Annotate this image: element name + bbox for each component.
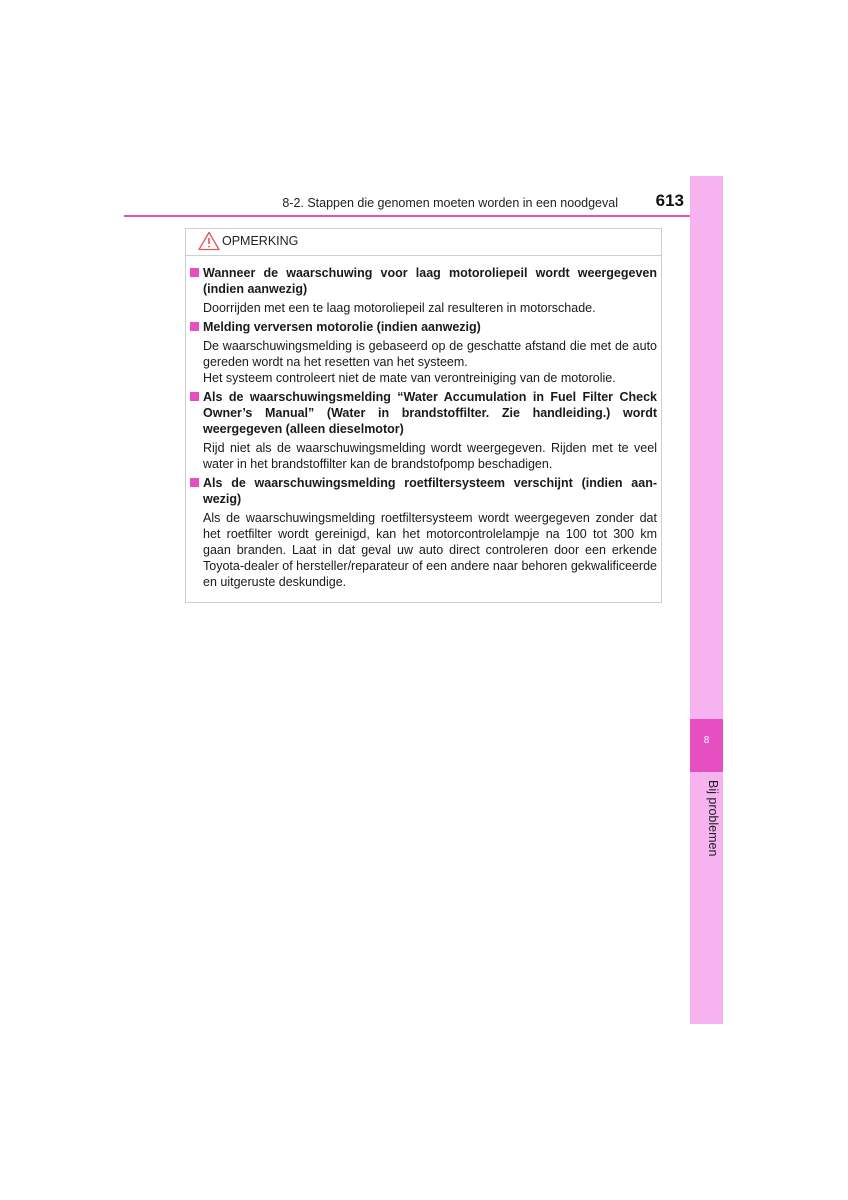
notice-item-paragraph: Doorrijden met een te laag motoroliepeil zal resulteren in motorschade.	[203, 301, 596, 315]
notice-item-body	[203, 440, 657, 472]
notice-item-heading	[190, 265, 657, 297]
notice-item-heading	[190, 319, 657, 335]
square-bullet-icon	[190, 322, 199, 331]
chapter-label: Bij problemen	[706, 780, 720, 857]
notice-item-title: Als de waarschuwingsmelding “Water Accumulation in Fuel Filter Check Owner’s Manual” (Water in brandstoffilter. Zie handleiding.) wordt weergegeven (alleen dieselmotor)	[203, 390, 657, 436]
square-bullet-icon	[190, 478, 199, 487]
notice-item-paragraph: Het systeem controleert niet de mate van verontreiniging van de motorolie.	[203, 371, 616, 385]
chapter-number: 8	[690, 719, 723, 772]
notice-item-body	[203, 510, 657, 590]
notice-item-title: Wanneer de waarschuwing voor laag motoroliepeil wordt weergegeven (indien aanwezig)	[203, 266, 657, 296]
notice-item-paragraph: Als de waarschuwingsmelding roetfiltersysteem wordt weergegeven zonder dat het roetfilter wordt gereinigd, kan het motorcontrolelampje na 100 tot 300 km gaan branden. Laat in dat geval uw auto direct controleren door een erkende Toyota-dealer of hersteller/reparateur of een andere naar behoren gekwalificeerde en uitgeruste deskundige.	[203, 511, 657, 589]
notice-item-paragraph: De waarschuwingsmelding is gebaseerd op de geschatte afstand die met de auto gereden wordt na het resetten van het systeem.	[203, 339, 657, 369]
square-bullet-icon	[190, 268, 199, 277]
notice-content	[190, 265, 657, 593]
notice-item-body	[203, 338, 657, 386]
notice-item-paragraph: Rijd niet als de waarschuwingsmelding wordt weergegeven. Rijden met te veel water in het brandstoffilter kan de brandstofpomp beschadigen.	[203, 441, 657, 471]
chapter-side-tab	[690, 176, 723, 1024]
header-rule	[124, 215, 723, 217]
notice-title: OPMERKING	[222, 234, 299, 248]
warning-triangle-icon	[198, 231, 220, 251]
notice-item-title: Melding verversen motorolie (indien aanwezig)	[203, 320, 481, 334]
notice-item-heading	[190, 389, 657, 437]
page-number: 613	[655, 191, 684, 210]
notice-item-body	[203, 300, 657, 316]
notice-header	[186, 229, 661, 256]
square-bullet-icon	[190, 392, 199, 401]
notice-item-heading	[190, 475, 657, 507]
notice-item-title: Als de waarschuwingsmelding roetfiltersysteem verschijnt (indien aan-wezig)	[203, 476, 657, 506]
section-title: 8-2. Stappen die genomen moeten worden in een noodgeval	[282, 196, 618, 210]
notice-box	[185, 228, 662, 603]
